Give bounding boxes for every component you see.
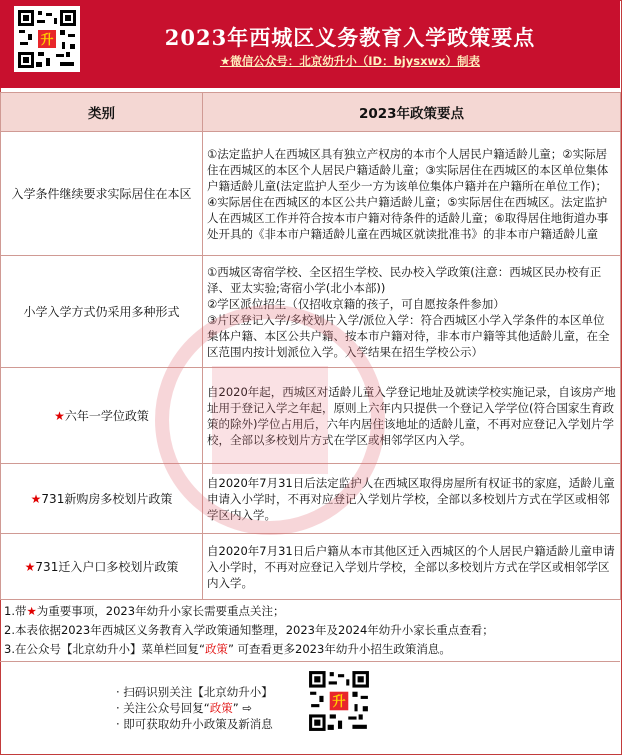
policy-cell: ①西城区寄宿学校、全区招生学校、民办校入学政策(注意：西城区民办校有正泽、亚太实验;寄宿小学(北小本部)) ②学区派位招生（仅招收京籍的孩子，可自愿按条件参加） ③片区登记入学/多校划片入学/派位入学：符合西城区小学入学条件的本区单位集体户籍、本区公共户籍、按本市户籍对待，非本市户籍等其他适龄儿童，在全区范围内按计划派位入学。入学结果在招生学校公示） (203, 256, 621, 368)
note-1: 1.带★为重要事项，2023年幼升小家长需要重点关注； (4, 604, 285, 618)
table-row (1, 464, 621, 534)
category-label: 六年一学位政策 (64, 408, 149, 423)
policy-table (0, 92, 621, 600)
notes-section (4, 602, 616, 659)
table-header-row (1, 93, 621, 132)
qr-code-icon (14, 6, 80, 72)
table-row (1, 368, 621, 464)
category-cell (1, 368, 203, 464)
star-mark: ★ (26, 604, 37, 618)
category-label: 731迁入户口多校划片政策 (35, 559, 179, 574)
footer-divider (0, 661, 620, 662)
star-mark: ★ (54, 408, 65, 423)
col-header-category: 类别 (1, 93, 203, 132)
note-2: 2.本表依据2023年西城区义务教育入学政策通知整理，2023年及2024年幼升小家长重点查看； (4, 623, 494, 637)
svg-text:升: 升 (40, 33, 54, 48)
category-cell (1, 464, 203, 534)
category-cell (1, 534, 203, 600)
page-title: 2023年西城区义务教育入学政策要点 (164, 25, 536, 50)
star-mark: ★ (30, 491, 42, 506)
policy-cell: ①法定监护人在西城区具有独立产权房的本市个人居民户籍适龄儿童；②实际居住在西城区的本区个人居民户籍适龄儿童；③实际居住在西城区的本区单位集体户籍适龄儿童(法定监护人至少一方为该单位集体户籍并在户籍所在单位工作)；④实际居住在西城区的本区公共户籍适龄儿童；⑤实际居住在西城区。法定监护人在西城区工作并符合按本市户籍对待条件的适龄儿童；⑥取得居住地街道办事处开具的《非本市户籍适龄儿童在西城区就读批准书》的非本市户籍适龄儿童 (203, 132, 621, 256)
table-row (1, 256, 621, 368)
category-label: 入学条件继续要求实际居住在本区 (11, 186, 192, 201)
star-mark: ★ (24, 559, 36, 574)
category-cell (1, 256, 203, 368)
footer-line-2: · 关注公众号回复“政策” ⇨ (116, 701, 253, 715)
svg-text:升: 升 (332, 695, 346, 711)
category-label: 731新购房多校划片政策 (41, 491, 173, 506)
keyword-policy: 政策 (209, 701, 233, 715)
table-row (1, 534, 621, 600)
footer-text (116, 684, 273, 732)
policy-cell: 自2020年7月31日后法定监护人在西城区取得房屋所有权证书的家庭，适龄儿童申请入小学时，不再对应登记入学划片学校，全部以多校划片方式在学区或相邻学区内入学。 (203, 464, 621, 534)
table-row (1, 132, 621, 256)
qr-code-icon (305, 667, 373, 735)
keyword-policy: 政策 (204, 642, 228, 656)
footer-line-3: · 即可获取幼升小政策及新消息 (116, 717, 273, 731)
policy-cell: 自2020年7月31日后户籍从本市其他区迁入西城区的个人居民户籍适龄儿童申请入小学时，不再对应登记入学划片学校，全部以多校划片方式在学区或相邻学区内入学。 (203, 534, 621, 600)
note-3: 3.在公众号【北京幼升小】菜单栏回复“政策” 可查看更多2023年幼升小招生政策消息。 (4, 642, 451, 656)
footer-line-1: · 扫码识别关注【北京幼升小】 (116, 685, 273, 699)
category-cell (1, 132, 203, 256)
policy-cell: 自2020年起，西城区对适龄儿童入学登记地址及就读学校实施记录，自该房产地址用于登记入学之年起，原则上六年内只提供一个登记入学学位(符合国家生育政策的除外)学位占用后，六年内居住该地址的适龄儿童，不再对应登记入学划片学校，全部以多校划片方式在学区或相邻学区内入学。 (203, 368, 621, 464)
category-label: 小学入学方式仍采用多种形式 (23, 304, 180, 319)
header-banner (0, 0, 620, 88)
page-subtitle: ★微信公众号：北京幼升小（ID：bjysxwx）制表 (219, 54, 481, 68)
col-header-policy: 2023年政策要点 (203, 93, 621, 132)
